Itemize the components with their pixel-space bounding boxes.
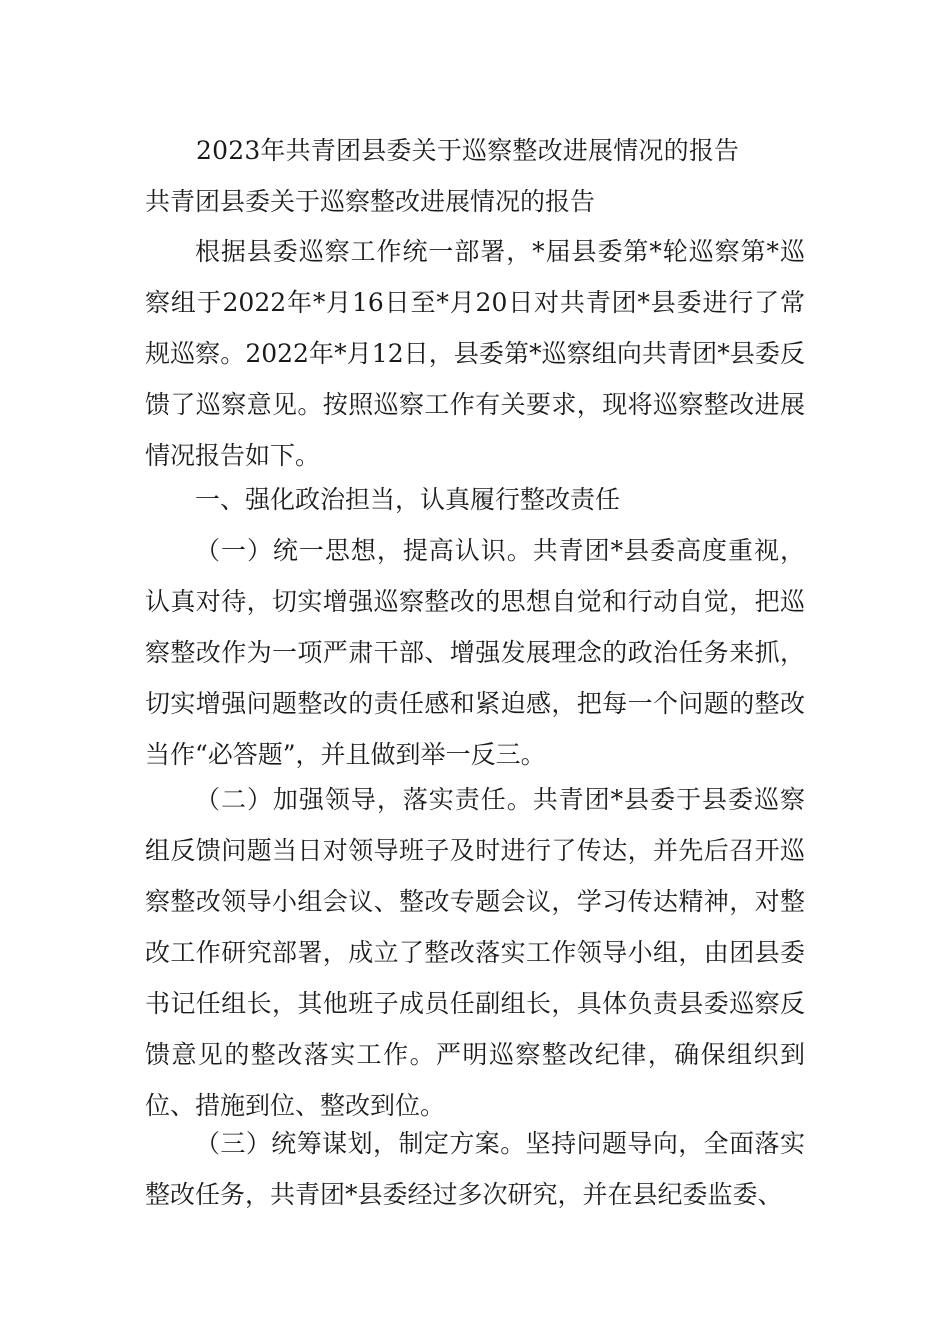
item-two-paragraph: （二）加强领导，落实责任。共青团*县委于县委巡察组反馈问题当日对领导班子及时进行了传达，并先后召开巡察整改领导小组会议、整改专题会议，学习传达精神，对整改工作研究部署，成立了整改落实工作领导小组，由团县委书记任组长，其他班子成员任副组长，具体负责县委巡察反馈意见的整改落实工作。严明巡察整改纪律，确保组织到位、措施到位、整改到位。 (145, 785, 805, 1120)
section-one-heading: 一、强化政治担当，认真履行整改责任 (195, 485, 621, 514)
document-title: 2023年共青团县委关于巡察整改进展情况的报告 (196, 136, 740, 165)
document-subtitle: 共青团县委关于巡察整改进展情况的报告 (145, 187, 596, 216)
item-three-paragraph: （三）统筹谋划，制定方案。坚持问题导向，全面落实整改任务，共青团*县委经过多次研究，并在县纪委监委、 (145, 1129, 805, 1209)
item-one-paragraph: （一）统一思想，提高认识。共青团*县委高度重视，认真对待，切实增强巡察整改的思想自觉和行动自觉，把巡察整改作为一项严肃干部、增强发展理念的政治任务来抓，切实增强问题整改的责任感和紧迫感，把每一个问题的整改当作“必答题”，并且做到举一反三。 (145, 536, 805, 769)
intro-paragraph: 根据县委巡察工作统一部署，*届县委第*轮巡察第*巡察组于2022年*月16日至*月20日对共青团*县委进行了常规巡察。2022年*月12日，县委第*巡察组向共青团*县委反馈了巡察意见。按照巡察工作有关要求，现将巡察整改进展情况报告如下。 (145, 237, 805, 470)
